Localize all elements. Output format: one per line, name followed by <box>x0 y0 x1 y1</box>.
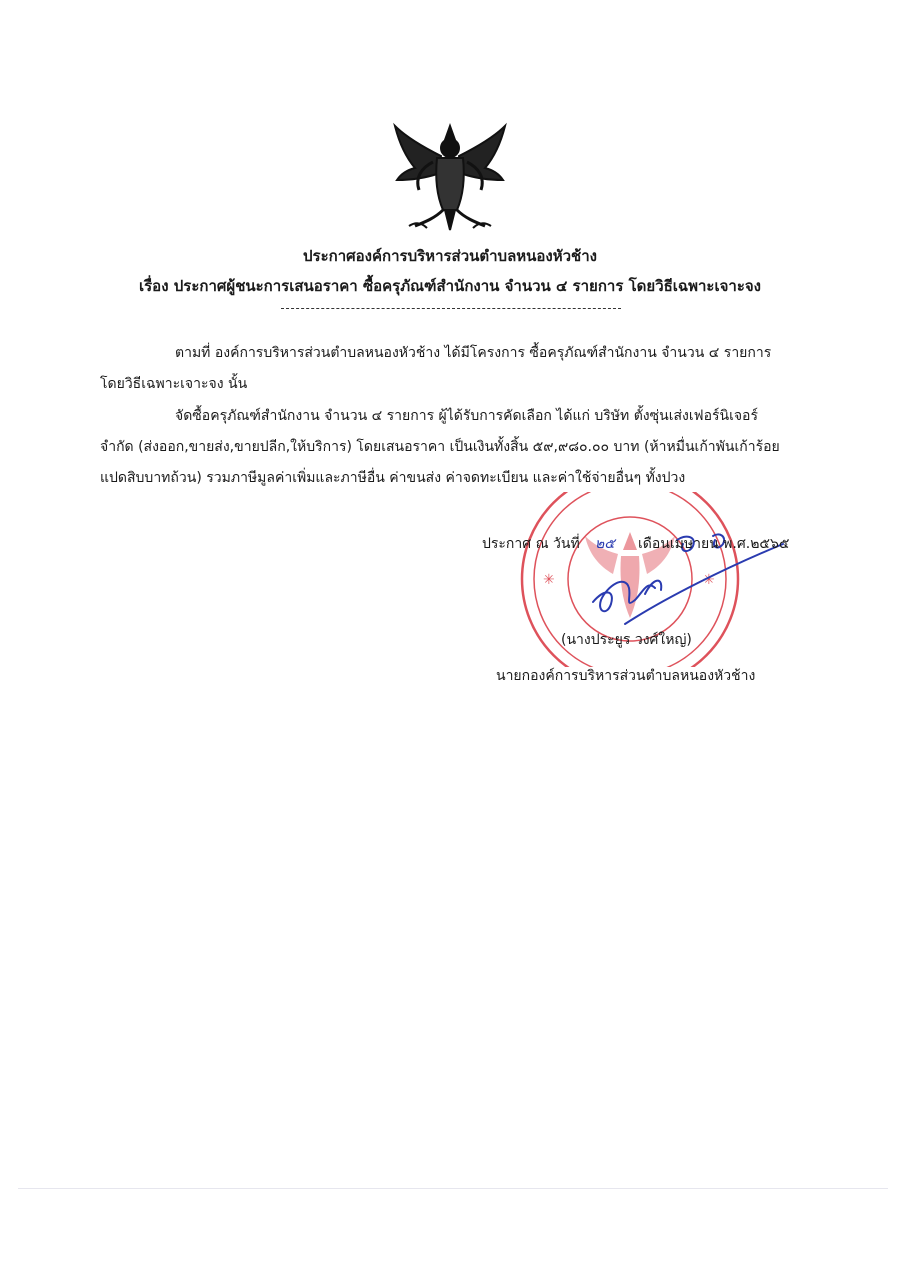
date-day: ๒๕ <box>595 536 615 552</box>
signatory-name: (นางประยูร วงศ์ใหญ่) <box>561 632 692 648</box>
paragraph-2-line-1: จัดซื้อครุภัณฑ์สำนักงาน จำนวน ๔ รายการ ผู้ได้รับการคัดเลือก ได้แก่ บริษัท ตั้งซุ่นเส่งเฟอร์นิเจอร์ <box>175 408 758 424</box>
announcement-title: ประกาศองค์การบริหารส่วนตำบลหนองหัวช้าง <box>303 247 597 265</box>
date-prefix: ประกาศ ณ วันที่ <box>482 536 580 552</box>
paragraph-1-line-2: โดยวิธีเฉพาะเจาะจง นั้น <box>100 376 248 392</box>
paragraph-1-line-1: ตามที่ องค์การบริหารส่วนตำบลหนองหัวช้าง ได้มีโครงการ ซื้อครุภัณฑ์สำนักงาน จำนวน ๔ รายการ <box>175 345 772 361</box>
date-month-year: เดือนเมษายน พ.ศ.๒๕๖๕ <box>638 536 790 552</box>
page-bottom-edge <box>18 1188 888 1189</box>
paragraph-2-line-3: แปดสิบบาทถ้วน) รวมภาษีมูลค่าเพิ่มและภาษีอื่น ค่าขนส่ง ค่าจดทะเบียน และค่าใช้จ่ายอื่นๆ ทั้งปวง <box>100 470 686 486</box>
signatory-position: นายกองค์การบริหารส่วนตำบลหนองหัวช้าง <box>496 668 756 684</box>
announcement-subject: เรื่อง ประกาศผู้ชนะการเสนอราคา ซื้อครุภัณฑ์สำนักงาน จำนวน ๔ รายการ โดยวิธีเฉพาะเจาะจง <box>139 277 761 295</box>
svg-text:✳: ✳ <box>703 572 715 588</box>
garuda-emblem-icon <box>385 118 515 236</box>
svg-text:✳: ✳ <box>543 572 555 588</box>
title-divider <box>281 308 621 309</box>
paragraph-2-line-2: จำกัด (ส่งออก,ขายส่ง,ขายปลีก,ให้บริการ) โดยเสนอราคา เป็นเงินทั้งสิ้น ๕๙,๙๘๐.๐๐ บาท (ห้าหมื่นเก้าพันเก้าร้อย <box>100 439 780 455</box>
